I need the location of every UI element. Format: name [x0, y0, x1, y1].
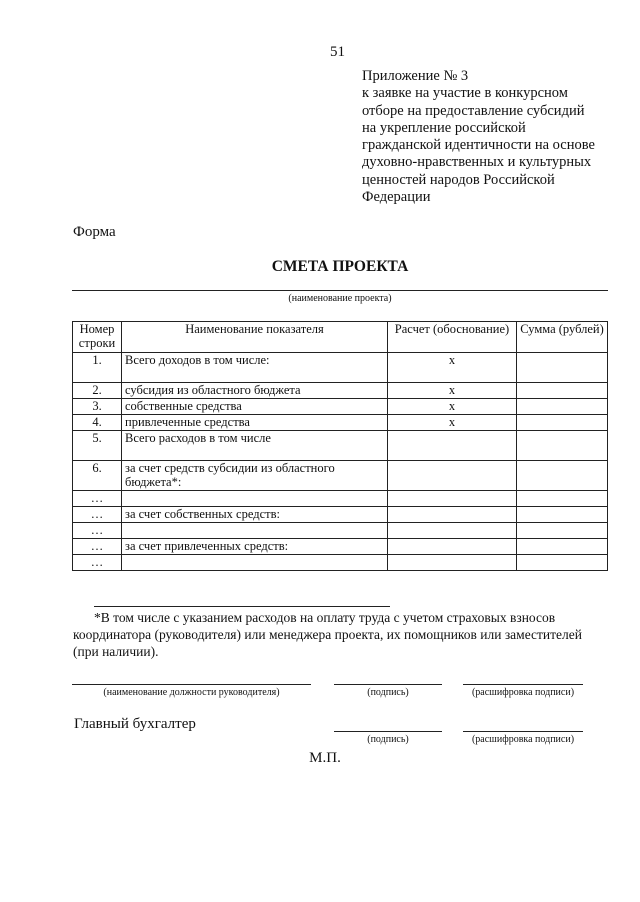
signature-field[interactable]: [334, 684, 442, 685]
header-indicator: Наименование показателя: [122, 322, 388, 353]
row-number: 2.: [73, 383, 122, 399]
row-calculation[interactable]: [388, 555, 517, 571]
table-row: [73, 383, 608, 399]
appendix-line: отборе на предоставление субсидий: [362, 102, 585, 119]
row-number: …: [73, 491, 122, 507]
table-row: [73, 507, 608, 523]
header-sum: Сумма (рублей): [517, 322, 608, 353]
row-sum-cell[interactable]: [517, 555, 608, 571]
row-indicator: собственные средства: [122, 399, 388, 415]
row-number: …: [73, 507, 122, 523]
signature-caption: (подпись): [367, 687, 409, 698]
table-header-row: [73, 322, 608, 353]
page-number: 51: [330, 44, 345, 60]
row-calculation: х: [388, 353, 517, 383]
table-row: [73, 415, 608, 431]
appendix-line: духовно-нравственных и культурных: [362, 154, 592, 171]
row-sum-cell[interactable]: [517, 491, 608, 507]
table-row: [73, 523, 608, 539]
row-calculation[interactable]: [388, 539, 517, 555]
row-calculation: х: [388, 415, 517, 431]
row-indicator: Всего доходов в том числе:: [122, 353, 388, 383]
row-number: 3.: [73, 399, 122, 415]
accountant-signature-field[interactable]: [334, 731, 442, 732]
row-sum-cell[interactable]: [517, 461, 608, 491]
row-number: 4.: [73, 415, 122, 431]
row-indicator: Всего расходов в том числе: [122, 431, 388, 461]
appendix-line: Приложение № 3: [362, 68, 469, 84]
footnote-divider: [94, 606, 390, 607]
row-calculation[interactable]: [388, 461, 517, 491]
row-number: 5.: [73, 431, 122, 461]
row-sum-cell[interactable]: [517, 383, 608, 399]
row-sum-cell[interactable]: [517, 431, 608, 461]
row-indicator[interactable]: [122, 491, 388, 507]
row-number: 1.: [73, 353, 122, 383]
estimate-table: [72, 321, 608, 571]
table-row: [73, 431, 608, 461]
position-caption: (наименование должности руководителя): [103, 687, 280, 698]
footnote-line-1: *В том числе с указанием расходов на оплату труда с учетом страховых взносов: [94, 610, 556, 625]
row-number: 6.: [73, 461, 122, 491]
row-sum-cell[interactable]: [517, 415, 608, 431]
appendix-line: Федерации: [362, 189, 431, 206]
row-sum-cell[interactable]: [517, 399, 608, 415]
header-calculation: Расчет (обоснование): [388, 322, 517, 353]
footnote-line-2: координатора (руководителя) или менеджера проекта, их помощников или заместителей (при наличии).: [73, 627, 583, 659]
document-title: СМЕТА ПРОЕКТА: [271, 258, 409, 275]
row-sum-cell[interactable]: [517, 523, 608, 539]
decoding-caption: (расшифровка подписи): [471, 734, 575, 745]
table-row: [73, 491, 608, 507]
row-calculation: х: [388, 399, 517, 415]
row-indicator: за счет средств субсидии из областного бюджета*:: [122, 461, 388, 491]
row-indicator: за счет собственных средств:: [122, 507, 388, 523]
row-indicator: субсидия из областного бюджета: [122, 383, 388, 399]
table-row: [73, 399, 608, 415]
row-number: …: [73, 523, 122, 539]
row-indicator: привлеченные средства: [122, 415, 388, 431]
table-row: [73, 461, 608, 491]
decoding-field[interactable]: [463, 684, 583, 685]
row-number: …: [73, 555, 122, 571]
row-calculation[interactable]: [388, 523, 517, 539]
row-calculation[interactable]: [388, 507, 517, 523]
appendix-line: гражданской идентичности на основе: [362, 137, 595, 154]
row-number: …: [73, 539, 122, 555]
row-sum-cell[interactable]: [517, 539, 608, 555]
position-signature-field[interactable]: [72, 684, 311, 685]
row-indicator[interactable]: [122, 523, 388, 539]
stamp-place: М.П.: [309, 750, 341, 766]
appendix-line: к заявке на участие в конкурсном: [362, 85, 568, 102]
appendix-line: ценностей народов Российской: [362, 171, 555, 188]
row-calculation: х: [388, 383, 517, 399]
form-label: Форма: [73, 224, 116, 240]
row-indicator[interactable]: [122, 555, 388, 571]
decoding-caption: (расшифровка подписи): [471, 687, 575, 698]
project-name-field[interactable]: [72, 290, 608, 291]
header-row-number: Номер строки: [73, 322, 122, 353]
project-name-caption: (наименование проекта): [288, 293, 392, 304]
table-row: [73, 539, 608, 555]
chief-accountant-label: Главный бухгалтер: [74, 716, 196, 732]
appendix-header: [362, 68, 632, 206]
row-calculation[interactable]: [388, 431, 517, 461]
row-sum-cell[interactable]: [517, 353, 608, 383]
signature-caption: (подпись): [367, 734, 409, 745]
appendix-line: на укрепление российской: [362, 119, 526, 136]
accountant-decoding-field[interactable]: [463, 731, 583, 732]
table-row: [73, 353, 608, 383]
row-indicator: за счет привлеченных средств:: [122, 539, 388, 555]
table-row: [73, 555, 608, 571]
row-sum-cell[interactable]: [517, 507, 608, 523]
row-calculation[interactable]: [388, 491, 517, 507]
